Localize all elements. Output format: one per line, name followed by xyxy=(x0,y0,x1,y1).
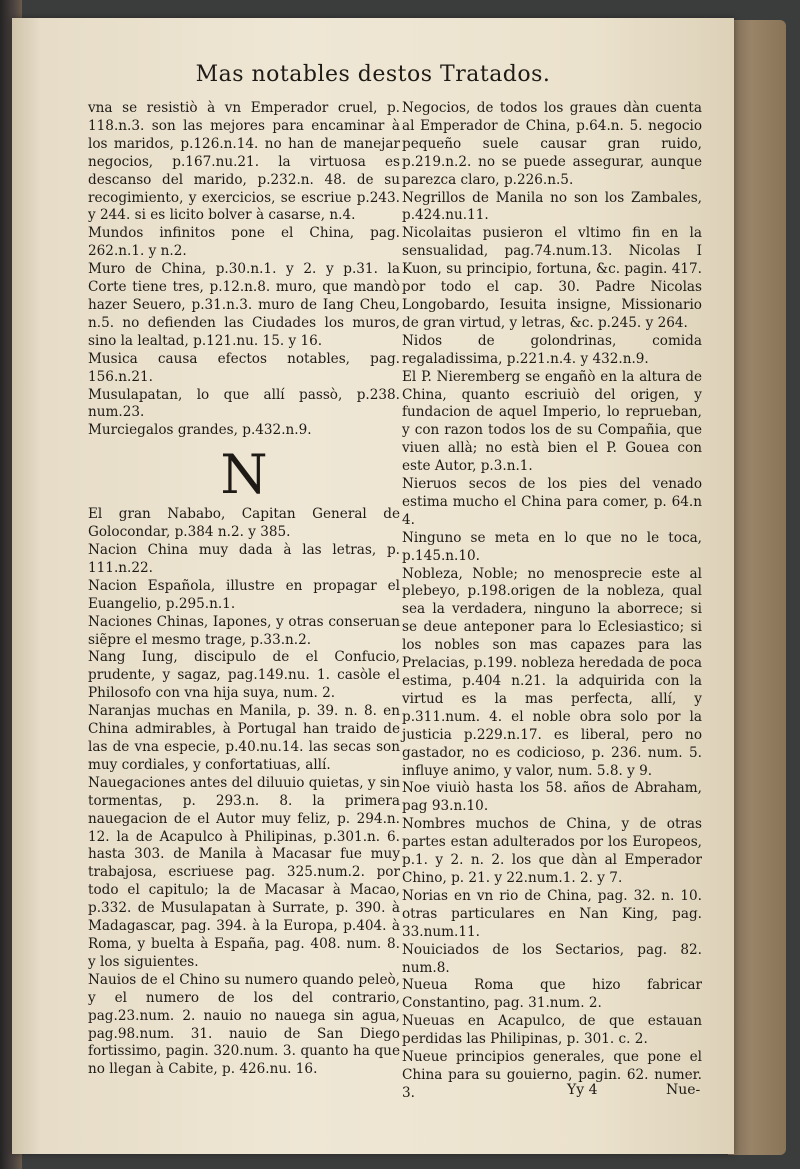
index-entry: Musica causa efectos notables, pag. 156.n.21. xyxy=(88,350,400,385)
index-entry: Negocios, de todos los graues dàn cuenta al Emperador de China, p.64.n. 5. negocio pequeño suele causar gran ruido, p.219.n.2. no se puede assegurar, aunque parezca claro, p.226.n.5. xyxy=(402,100,702,188)
index-entry: El P. Nieremberg se engañò en la altura de China, quanto escriuiò del origen, y fundacion de aquel Imperio, lo reprueban, y con razon todos los de su Compañia, que viuen allà; no està bien el P. Gouea con este Autor, p.3.n.1. xyxy=(402,368,702,475)
section-letter: N xyxy=(220,443,268,507)
index-entry: Naciones Chinas, Iapones, y otras conseruan siẽpre el mesmo trage, p.33.n.2. xyxy=(88,613,400,648)
index-entry: Nicolaitas pusieron el vltimo fin en la sensualidad, pag.74.num.13. Nicolas I Kuon, su principio, fortuna, &c. pagin. 417. por todo el cap. 30. Padre Nicolas Longobardo, Iesuita insigne, Missionario de gran virtud, y letras, &c. p.245. y 264. xyxy=(402,225,702,331)
index-entry: Nang Iung, discipulo de el Confucio, prudente, y sagaz, pag.149.nu. 1. casòle el Philosofo con vna hija suya, num. 2. xyxy=(88,649,400,702)
signature-mark: Yy 4 xyxy=(567,1082,598,1098)
index-entry: Nidos de golondrinas, comida regaladissima, p.221.n.4. y 432.n.9. xyxy=(402,332,702,367)
index-entry: Musulapatan, lo que allí passò, p.238. num.23. xyxy=(88,386,400,421)
index-entry: Nueuas en Acapulco, de que estauan perdidas las Philipinas, p. 301. c. 2. xyxy=(402,1013,702,1048)
running-header: Mas notables destos Tratados. xyxy=(195,62,551,87)
index-entry: El gran Nababo, Capitan General de Golocondar, p.384 n.2. y 385. xyxy=(88,506,400,541)
index-entry: Negrillos de Manila no son los Zambales, p.424.nu.11. xyxy=(402,189,702,224)
index-entry: Nobleza, Noble; no menosprecie este al plebeyo, p.198.origen de la nobleza, qual sea la verdadera, ninguno la aborrece; si se deue anteponer para lo Eclesiastico; si los nobles son mas capazes para las Prelacias, p.199. nobleza heredada de poca estima, p.404 n.21. la adquirida con la virtud es la mas perfecta, allí, y p.311.num. 4. el noble obra solo por la justicia p.229.n.17. es liberal, pero no gastador, no es codicioso, p. 236. num. 5. influye animo, y valor, num. 5.8. y 9. xyxy=(402,565,703,779)
index-entry: Muro de China, p.30.n.1. y 2. y p.31. la Corte tiene tres, p.12.n.8. muro, que mandò hazer Seuero, p.31.n.3. muro de Iang Cheu, n.5. no defienden las Ciudades los muros, sino la lealtad, p.121.nu. 15. y 16. xyxy=(88,261,400,349)
index-entry: Noe viuiò hasta los 58. años de Abraham, pag 93.n.10. xyxy=(402,780,702,815)
index-entry: Nueua Roma que hizo fabricar Constantino, pag. 31.num. 2. xyxy=(402,977,702,1012)
left-column xyxy=(88,100,400,1079)
index-entry: Nouiciados de los Sectarios, pag. 82. num.8. xyxy=(402,941,702,976)
catchword: Nue- xyxy=(666,1082,701,1098)
index-entry: Murciegalos grandes, p.432.n.9. xyxy=(88,422,312,439)
index-entry: Nieruos secos de los pies del venado estima mucho el China para comer, p. 64.n 4. xyxy=(402,476,702,528)
index-entry: Nauios de el Chino su numero quando peleò, y el numero de los del contrario, pag.23.num. 2. nauio no nauega sin agua, pag.98.num. 31. nauio de San Diego fortissimo, pagin. 320.num. 3. quanto ha que no llegan à Cabite, p. 426.nu. 16. xyxy=(88,971,400,1078)
right-column xyxy=(402,100,702,1103)
index-entry: Nauegaciones antes del diluuio quietas, y sin tormentas, p. 293.n. 8. la primera nauegacion de el Autor muy feliz, p. 294.n. 12. la de Acapulco à Philipinas, p.301.n. 6. hasta 303. de Manila à Macasar fue muy trabajosa, escriuese pag. 325.num.2. por todo el capitulo; la de Macasar à Macao, p.332. de Musulapatan à Surrate, p. 390. à Madagascar, pag. 394. à la Europa, p.404. à Roma, y buelta à España, pag. 408. num. 8. y los siguientes. xyxy=(88,774,400,970)
book-page xyxy=(12,18,734,1154)
index-entry: vna se resistiò à vn Emperador cruel, p. 118.n.3. son las mejores para encaminar à los maridos, p.126.n.14. no han de manejar negocios, p.167.nu.21. la virtuosa es descanso del marido, p.232.n. 48. de su recogimiento, y exercicios, se escriue p.243. y 244. si es licito bolver à casarse, n.4. xyxy=(88,100,400,224)
cover-edge xyxy=(728,20,786,1155)
index-entry: Nacion Española, illustre en propagar el Euangelio, p.295.n.1. xyxy=(88,577,400,612)
index-entry: Naranjas muchas en Manila, p. 39. n. 8. en China admirables, à Portugal han traido de las de vna especie, p.40.nu.14. las secas son muy cordiales, y confortatiuas, allí. xyxy=(88,703,400,773)
index-entry: Nacion China muy dada à las letras, p. 111.n.22. xyxy=(88,542,400,576)
index-entry: Norias en vn rio de China, pag. 32. n. 10. otras particulares en Nan King, pag. 33.num.11. xyxy=(402,887,702,940)
index-entry: Ninguno se meta en lo que no le toca, p.145.n.10. xyxy=(402,529,702,564)
index-entry: Mundos infinitos pone el China, pag. 262.n.1. y n.2. xyxy=(88,225,400,260)
index-entry: Nueue principios generales, que pone el China para su gouierno, pagin. 62. numer. 3. xyxy=(402,1049,702,1101)
index-entry: Nombres muchos de China, y de otras partes estan adulterados por los Europeos, p.1. y 2. n. 2. los que dàn al Emperador Chino, p. 21. y 22.num.1. 2. y 7. xyxy=(402,816,702,886)
